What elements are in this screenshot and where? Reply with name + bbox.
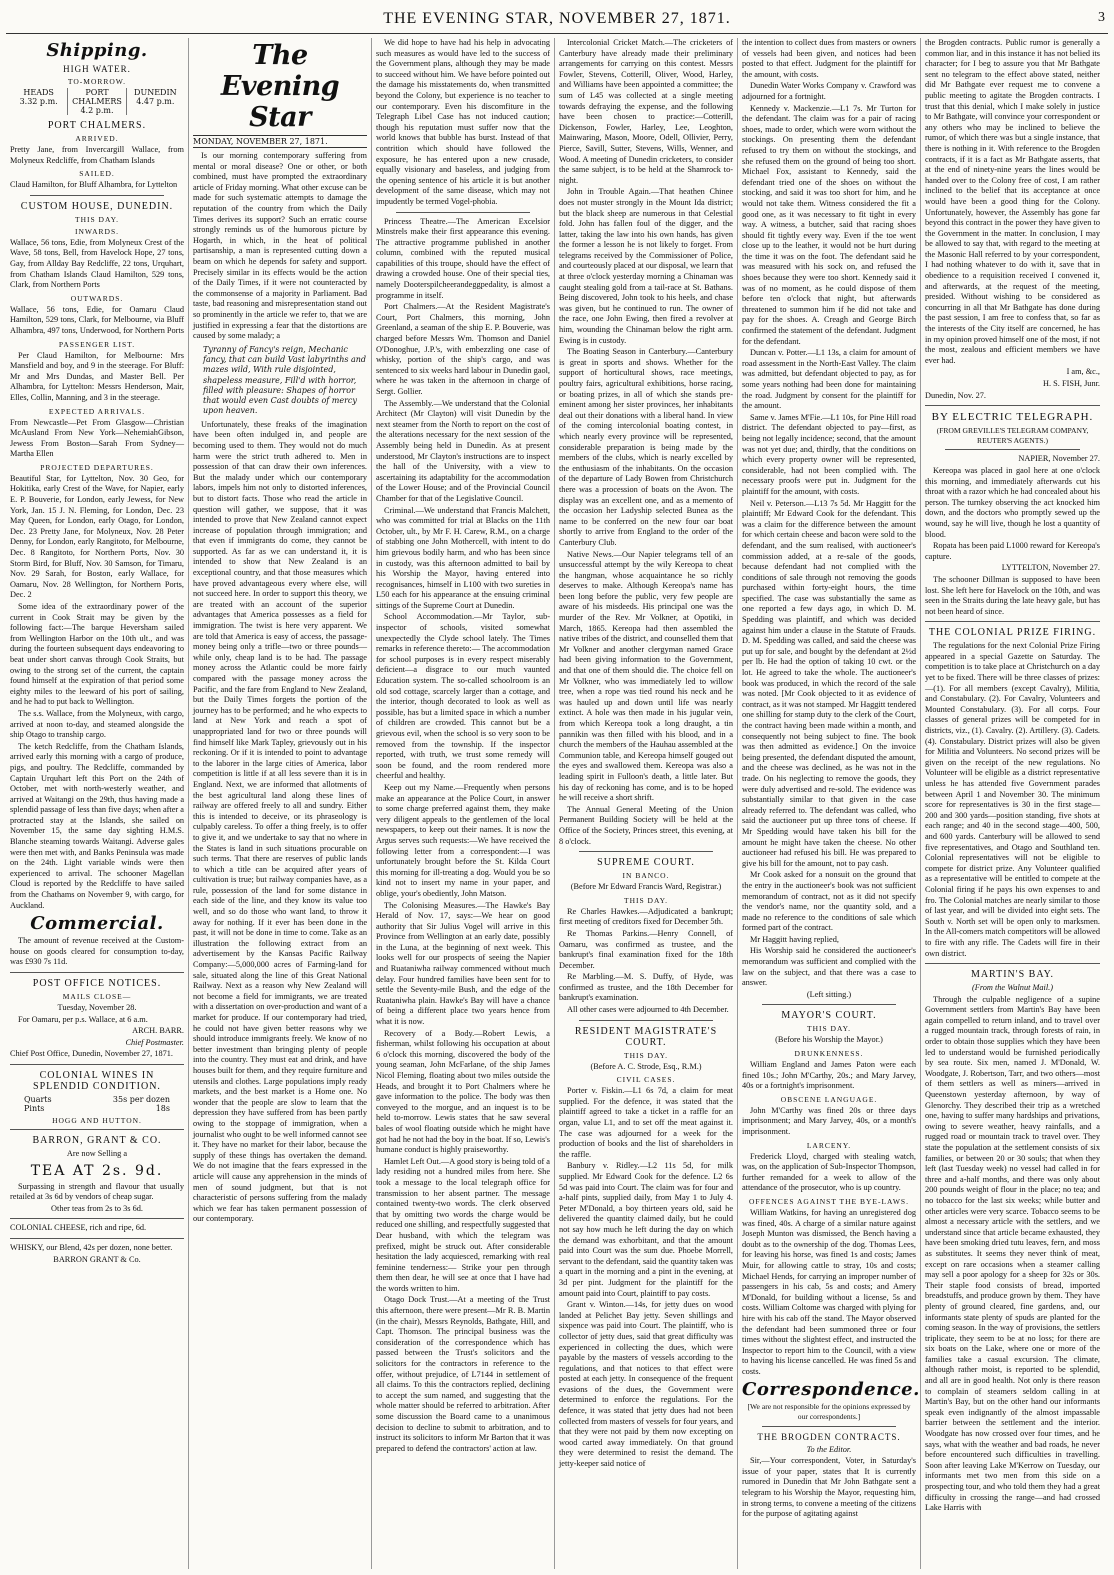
- are-now-text: Are now Selling a: [66, 1148, 128, 1158]
- telegraph-agents: (FROM GREVILLE'S TELEGRAM COMPANY, REUTER'S AGENTS.): [936, 426, 1089, 445]
- court-item: All other cases were adjourned to 4th December.: [567, 1005, 729, 1015]
- court-item: the intention to collect dues from masters or owners of vessels had been given, and notices had been posted to that effect. Judgment for the plaintiff for the amount, with costs.: [742, 38, 916, 79]
- tide-dn-time: 4.47 p.m.: [136, 97, 175, 106]
- quarts-row: [24, 1095, 170, 1104]
- news-item: Some idea of the extraordinary power of the current in Cook Strait may be given by the following fact:—The barque Heversham sailed from Wellington Harbor on the 10th ult., and was during the fourteen subsequent days endeavoring to beat under short canvas through Cook Straits, but owing to the strong set of the current, the captain found himself at the expiration of that period some eighty miles to the leeward of his port of sailing, and he had to put back to Wellington.: [10, 602, 184, 707]
- lyttelton-dateline: LYTTELTON, November 27.: [1001, 563, 1100, 573]
- walnut-mail-label: (From the Walnut Mail.): [972, 983, 1053, 993]
- editorial-paragraph: We did hope to have had his help in advocating such measures as would have led to the success of the Government plans, although they may be made to succeed without him. We have before pointed out the damage his misstatements do, when transmitted beyond the Colony, but experience is no teacher to our contemporary. Even his discomfiture in the Telegraph Libel Case has not induced caution; though his reputation must suffer now that the world knows that bubble has burst. Instead of that contrition which should have followed the exposure, he has entered upon a new crusade, equally visionary and baseless, and judging from the opening sentence of his article it is but another development of the same disease, which may not impudently be termed Vogel-phobia.: [376, 38, 550, 206]
- news-item: Princess Theatre.—The American Excelsior Minstrels make their first appearance this evening. The attractive programme published in another column, combined with the reputed musical capabilities of this troupe, should have the effect of drawing a crowded house. One of their special ties, namely Dooterspilcheerandeggpedality, is almost a programme in itself.: [376, 216, 550, 300]
- post-office-heading: POST OFFICE NOTICES.: [32, 978, 162, 989]
- this-day-label: THIS DAY.: [806, 1024, 851, 1034]
- tea-price: TEA AT 2s. 9d.: [30, 1162, 164, 1179]
- hogg-sign: HOGG AND HUTTON.: [52, 1115, 142, 1125]
- port-chalmers-heading: PORT CHALMERS.: [47, 120, 147, 131]
- news-item: Criminal.—We understand that Francis Malchett, who was committed for trial at Blacks on the 11th October, ult., by Mr F. H. Carew, R.M., on a charge of stabbing one John Mothercell, with intent to do him grievous bodily harm, and who has been since in custody, was this afternoon admitted to bail by his Worship the Mayor, having entered into recognisances, himself in L100 with two sureties in L50 each for his appearance at the ensuing criminal sittings of the Supreme Court at Dunedin.: [376, 505, 550, 610]
- court-item: William England and James Paton were each fined 10s.; John M'Carthy, 20s.; and Mary Jarvey, 40s or a fortnight's imprisonment.: [742, 1060, 916, 1091]
- court-item: Same v. James M'Fie.—L1 10s, for Pine Hill road district. The defendant objected to pay—first, as being not legally incidence; second, that the amount was not yet due; and, thirdly, that the conditions on which every property owner will be represented, considerable, had not been complied with. The necessary proofs were put in. Judgment for the plaintiff for the amount, with costs.: [742, 412, 916, 496]
- to-editor: To the Editor.: [806, 1444, 852, 1454]
- prize-firing-text: The regulations for the next Colonial Prize Firing appeared in a special Gazette on Saturday. The competition is to take place at Christchurch on a day yet to be fixed. There will be three classes of prizes:—(1). For all members (except Cavalry), Militia, and Constabulary. (2). For Cavalry, Volunteers and Mounted Constabulary. (3). For all corps. Four classes of general prizes will be competed for in districts, viz., (1). Cavalry. (2). Artillery. (3). Cadets. (4). Constabulary. District prizes will also be given for Militia and Volunteers. No second prizes will be given on the receipt of the new regulations. No Volunteer will be eligible as a district representative unless he has attended five Government parades between April 1 and November 30. The minimum score for representatives is 30 in the first stage—200 and 300 yards—position standing, five shots at each range; and 40 in the second stage—400, 500, and 600 yards. Canterbury will be allowed to send five representatives, and Otago and Southland ten. Colonial representatives will not be eligible to compete for district prize. Any Volunteer qualified as a representative will be entitled to compete at the Colonial firing if he pays his own expenses to and fro. The Colonial matches are nearly similar to those of last year, and will be divided into eight sets. The South v. North set will be open only to marksmen. In the All-comers match competitors will be allowed to fire with any rifle. The Cadets will fire in their own district.: [925, 641, 1100, 958]
- column-2: [189, 38, 372, 1569]
- court-item: Porter v. Fiskin.—L1 6s 7d, a claim for meat supplied. For the defence, it was stated that the plaintiff agreed to take a ticket in a raffle for an organ, value L1, and to set off the meat against it. The case was adjourned for a week for the production of books and the list of shareholders in the raffle.: [559, 1086, 733, 1159]
- tide-pc-time: 4.2 p.m.: [80, 106, 114, 115]
- shipping-heading: Shipping.: [46, 40, 148, 61]
- letter-sign-1: I am, &c.,: [1066, 367, 1100, 377]
- high-water-heading: HIGH WATER.: [63, 64, 131, 74]
- left-sitting: (Left sitting.): [806, 989, 852, 999]
- news-item: Hamlet Left Out.—A good story is being told of a lady residing not a hundred miles from here. She took a message to the local telegraph office for transmission to her absent partner. The message contained twenty-two words. The clerk observed that by omitting two words the charge would be reduced one shilling, and respectfully suggested that Dear husband, with which the telegram was prefixed, might be struck out. After considerable hesitation the lady acquiesced, remarking with real feminine tenderness:— Strike your pen through them then dear, he will see at once that I have had the words written to him.: [376, 1156, 550, 1293]
- obscene-label: OBSCENE LANGUAGE.: [780, 1094, 878, 1104]
- tide-heads-label: HEADS: [23, 88, 54, 97]
- editorial-poem: Tyranny of Fancy's reign, Mechanic fancy, that can build Vast labyrinths and mazes wild, With rule disjointed, shapeless measure, Fill'd with horror, filled with pleasure: Shapes of horror that would even Cast doubts of mercy upon heaven.: [203, 344, 367, 416]
- telegram-item: Ropata has been paid L1000 reward for Kereopa's capture.: [925, 541, 1100, 561]
- court-item: Re Thomas Parkins.—Henry Connell, of Oamaru, was confirmed as trustee, and the bankrupt's final examination fixed for the 18th December.: [559, 928, 733, 970]
- chief-postmaster: Chief Postmaster.: [125, 1037, 184, 1047]
- civil-cases-label: CIVIL CASES.: [616, 1075, 676, 1085]
- news-item: The Colonising Measures.—The Hawke's Bay Herald of Nov. 17, says:—We hear on good authority that Sir Julius Vogel will arrive in this Province from Wellington at an early date, possibly in the Luna, at the beginning of next week. This looks well for our prospects of seeing the Napier and Ruataniwha railway commenced without much delay. Four hundred families have been sent for to settle the Seventy-mile Bush, and the edge of the Ruataniwha plain. Hawke's Bay will have a chance of being a different place two years hence from what it is now.: [376, 900, 550, 1027]
- telegram-item: The schooner Dillman is supposed to have been lost. She left here for Havelock on the 10th, and was seen in the Straits during the late heavy gale, but has not been heard of since.: [925, 574, 1100, 616]
- news-item: The Boating Season in Canterbury.—Canterbury is great in sports and shows. Whether for the support of horticultural shows, race meetings, poultry fairs, agricultural exhibitions, horse racing, or boating prizes, in all of which she stands pre-eminent among her sister provinces, her inhabitants deal out their donations with a liberal hand. In view of the coming intercolonial boating contest, in which nearly every province will be represented, considerable preparation is being made by the members of the clubs, which is nearly excelled by the enthusiasm of the inhabitants. On the occasion of the departure of Lady Bowen from Christchurch there was a procession of boats on the Avon. The display was an excellent one, and as a memento of the occasion her Ladyship selected Bunea as the name to be conferred on the new four oar boat shortly to arrive from England to the order of the Canterbury Club.: [559, 347, 733, 547]
- news-item: John in Trouble Again.—That heathen Chinee does not muster strongly in the Mount Ida district; but the black sheep are numerous in that Celestial fold. John has fallen foul of the digger, and the latter, taking the law into his own hands, has given the former a lesson he is not likely to forget. From telegrams received by the Commissioner of Police, and courteously placed at our disposal, we learn that at three o'clock yesterday morning a Chinaman was caught stealing gold from a tail-race at St. Bathans. Being discovered, John took to his heels, and chase was given, but he continued to run. The owner of the race, one John Ewing, then fired a revolver at him, wounding the Chinaman below the right arm. Ewing is in custody.: [559, 187, 733, 345]
- projected-label: PROJECTED DEPARTURES.: [40, 462, 154, 472]
- mails-close-label: MAILS CLOSE—: [62, 992, 132, 1001]
- editorial-paragraph: Unfortunately, these freaks of the imagination have been often indulged in, and people are becoming used to them. They would not do much harm were the strict truth adhered to. Men in possession of that can draw their own inferences. But the malady under which our contemporary labors, impels him not only to distorted inferences, but to distort facts. Those who read the article in question will gather, we suppose, that it was intended to prove that New Zealand cannot expect increase of population through immigration; and that even if immigrants do come, they cannot be supported. As far as we can understand it, it is intended to show that New Zealand is an exceptional country, and that those measures which have proved advantageous every where else, will not succeed here. In order to support this theory, we are treated with an account of the superior advantages that America possesses as a field for immigration. The twist is here very apparent. We are told that America is easy of access, the passage-money being only a trifle—two or three pounds—while only, cheap land is to be had. The passage money across the Atlantic could be more fairly compared with the passage money across the Pacific, and the fare from England to New Zealand, but the Daily Times forgets the portion of the journey has to be performed; and he who expects to land at New York and reach a spot of unappropriated land for two or three pounds will find himself like Mark Tapley, grievously out in his reckoning. Or if it is intended to point to advantage to the laborer in the large cities of America, labor competition is little if at all less severe than it is in England. Next, we are informed that allotments of the best agricultural land along these lines of railway are offered freely to all and sundry. Either this is intended to deceive, or its phraseology is culpably careless. To offer a thing freely, is to offer to give it, and we undertake to say that no where in the States is land in such situations procurable on such terms. That there are reserves of public lands to which a title can be acquired after years of cultivation is true; but railway companies have, as a rule, possession of the land for some distance in each side of the line, and they know its value too well, and so do those who want land, to throw it away for nothing. If it ever has been done in the past, it will not be done in time to come. Take as an illustration the following extract from an advertisement by the Kansas Pacific Railway Company:—5,000,000 acres of Farming-land for sale, situated along the line of this Great National Railway. Next as a reason why New Zealand will not become a field for immigrants, we are treated with a dissertation on over-production and want of a market for produce. If our contemporary had tried, he could not have given better reasons why we should introduce immigrants freely. We know of no better investment than bringing plenty of people into the country. They must eat and drink, and have houses built for them, and they require furniture and utensils and clothes. Large populations imply ready markets, and the best market is a Home one. No wonder that the people are slow to learn that the depression they have suffered from has been partly owing to the stoppage of immigration, when a journalist who ought to be well informed cannot see it. They have no market for their labor, because the supply of these things has overtaken the demand. We do not imagine that the fears expressed in the article will cause any apprehension in the minds of men of sound judgment, but that is not characteristic of persons suffering from the malady which we fear has taken permanent possession of our contemporary.: [193, 419, 367, 1224]
- column-4: [555, 38, 738, 1569]
- tide-pc-label: PORT CHALMERS: [72, 88, 122, 106]
- editorial-dateline: [193, 135, 367, 148]
- outwards-text: Wallace, 56 tons, Edie, for Oamaru Claud Hamilton, 529 tons, Clark, for Melbourne, via Bluff Alhambra, 497 tons, Underwood, for Northern Ports: [10, 304, 184, 335]
- editorial-masthead: The Evening Star: [220, 40, 340, 133]
- barron-sign: BARRON GRANT & Co.: [53, 1254, 141, 1264]
- to-morrow-label: TO-MORROW.: [67, 77, 127, 86]
- news-item: Native News.—Our Napier telegrams tell of an unsuccessful attempt by the wily Kereopa to cheat the hangman, whose acquaintance he so richly deserves to make. Although Kereopa's name has been long before the public, very few people are aware of his misdeeds. His principal one was the murder of the Rev. Mr Volkner, at Opotiki, in March, 1865. Kereopa had then assembled the native tribes of the district, and counselled them that Mr Volkner and another clergyman named Grace had been giving information to the Government, and that one of them should die. The choice fell on Mr Volkner, who was immediately led to willow tree, when a rope was tied round his neck and he was hauled up and down until life was nearly extinct. A hole was then made in his jugular vein, from which Kereopa took a long draught, a tin pannikin was then filled with his blood, and in a church the members of the Hauhau assembled at the Communion table, and Kereopa himself gouged out the eyes and swallowed them. Kereopa was also a leading spirit in Fulloon's death, a little later. But his day of reckoning has come, and is to be hoped he will receive a short shrift.: [559, 549, 733, 803]
- court-item: Grant v. Winton.—14s, for jetty dues on wood landed at Pelichet Bay jetty. Seven shillings and sixpence was paid into Court. The plaintiff, who is collector of jetty dues, said that great difficulty was experienced in collecting the dues, which were payable by the masters of vessels according to the regulations, and that notices to that effect were posted at each jetty. In consequence of the frequent evasions of the dues, the Government were determined to enforce the regulations. For the defence, it was stated that jetty dues had not been collected from masters of vessels for four years, and that they were not paid by them now excepting on wood carted away immediately. On that ground they were determined to resist the demand. The jetty-keeper said notice of: [559, 1300, 733, 1469]
- arch-barr: ARCH. BARR.: [132, 1026, 184, 1036]
- news-item: Port Chalmers.—At the Resident Magistrate's Court, Port Chalmers, this morning, John Greenland, a seaman of the ship E. P. Bouverie, was charged before Messrs Wm. Thomson and Daniel O'Donoghue, J.P.'s, with embezzling one case of whisky, portion of the ship's cargo, and was sentenced to six weeks hard labour in Dunedin gaol, where he was taken in the afternoon in charge of Sergt. Gollier.: [376, 302, 550, 396]
- tide-heads-time: 3.32 p.m.: [19, 97, 58, 106]
- court-item: His Worship said he considered the auctioneer's memorandum was sufficient and complied with the law on the subject, and that there was a case to answer.: [742, 946, 916, 988]
- pints-row: [24, 1104, 170, 1113]
- commercial-heading: Commercial.: [30, 913, 164, 935]
- court-item: Re Marbling.—M. S. Duffy, of Hyde, was confirmed as trustee, and the 18th December for bankrupt's examination.: [559, 972, 733, 1003]
- masthead: [0, 10, 1114, 28]
- custom-house-heading: CUSTOM HOUSE, DUNEDIN.: [20, 200, 174, 212]
- page-number: 3: [1098, 10, 1106, 25]
- news-item: Intercolonial Cricket Match.—The cricketers of Canterbury have already made their preliminary arrangements for carrying on this contest. Messrs Fowler, Stevens, Cotterill, Oliver, Wood, Harley, and Williams have been appointed a committee; the sum of L45 was collected at a single meeting towards defraying the expense, and the following have been chosen to practice:—Cotterill, Dickenson, Fowler, Harley, Lee, Leoghton, Mainwaring, Mason, Moore, Odell, Ollivier, Perry, Pierce, Savill, Sutter, Stevens, Wills, Wenner, and Wood. A meeting of Dunedin cricketers, to consider the same subject, is to be held at the Shamrock to-night.: [559, 38, 733, 185]
- arrived-label: ARRIVED.: [75, 134, 119, 143]
- court-item: Kennedy v. Mackenzie.—L1 7s. Mr Turton for the defendant. The claim was for a pair of racing shoes, made to order, which were worn without the stockings. On presenting them the defendant refused to try them on without the stockings, and she refused them on the ground of being too short. Michael Fox, assistant to Kennedy, said the defendant tried one of the shoes on without the stocking, and said it was too short for him, and he would not take them. Witness considered the fit a good one, as it was necessary to fit tight in every way. A witness, a butcher, said that racing shoes should fit tightly every way. Even if the toe went close up to the leather, it would not be hurt during the time it was on the foot. The defendant said he was measured with his sock on, and refused the shoes because they were too short. Kennedy said it was of no moment, as he could dispose of them before ten o'clock that night, but afterwards threatened to summon him if he did not take and pay for the shoes. A. Creagh and George Birch confirmed the statement of the defendant. Judgment for the defendant.: [742, 103, 916, 346]
- pints-price: 18s: [155, 1103, 170, 1113]
- napier-dateline: NAPIER, November 27.: [1018, 454, 1100, 464]
- news-item: The s.s. Wallace, from the Molyneux, with cargo, arrived at noon to-day, and steamed alongside the ship Otago to tranship cargo.: [10, 708, 184, 740]
- correspondence-heading: Correspondence.: [742, 1379, 920, 1401]
- resident-magistrate-heading: RESIDENT MAGISTRATE'S COURT.: [574, 1025, 718, 1048]
- column-6: [921, 38, 1104, 1569]
- column-1: [6, 38, 189, 1569]
- court-item: Re Charles Hawkes.—Adjudicated a bankrupt; first meeting of creditors fixed for December 5th.: [559, 906, 733, 927]
- letter-sign-2: H. S. FISH, Junr.: [1043, 379, 1100, 388]
- cheese-ad: COLONIAL CHEESE, rich and ripe, 6d.: [10, 1223, 147, 1233]
- inwards-label: INWARDS.: [74, 226, 120, 236]
- inwards-text: Wallace, 56 tons, Edie, from Molyneux Crest of the Wave, 58 tons, Bell, from Havelock Hope, 27 tons, Gay, from Allday Bay Redcliffe, 22 tons, Urquhart, from Chatham Islands Claud Hamilton, 529 tons, Clark, from Northern Ports: [10, 237, 184, 290]
- mails-text: For Oamaru, per p.s. Wallace, at 6 a.m.: [18, 1014, 148, 1024]
- in-banco-label: IN BANCO.: [622, 871, 670, 881]
- before-mayor: (Before his Worship the Mayor.): [775, 1035, 883, 1045]
- columns: [6, 38, 1108, 1569]
- news-item: Keep out my Name.—Frequently when persons make an appearance at the Police Court, in answer to some charge preferred against them, they make very diligent appeals to the gentlemen of the local newspapers, to keep out their names. It is now the Argus serves such requests:—We have received the following letter from a correspondent:—I was unfortunately brought before the St. Kilda Court this morning for ill-treating a dog. Would you be so kind not to insert my name in your paper, and oblige, your's obediently, John Matson.: [376, 782, 550, 898]
- wines-ad-title: COLONIAL WINES IN SPLENDID CONDITION.: [33, 1069, 161, 1092]
- mayors-court-heading: MAYOR'S COURT.: [781, 1010, 877, 1022]
- larceny-label: LARCENY.: [806, 1140, 852, 1150]
- news-item: The ketch Redcliffe, from the Chatham Islands, arrived early this morning with a cargo of produce, pigs, and poultry. The Redcliffe, commanded by Captain Urquhart left this Port on the 24th of October, met with north-westerly weather, and arrived at Waitangi on the 29th, thus having made a splendid passage of less than five days; when after a protracted stay at the Islands, she sailed on November 15, the same day sighting H.M.S. Blanche steaming towards Waitangi. Adverse gales were then met with, and Banks Peninsula was made on the 24th. Light variable winds were then experienced to arrival. The schooner Magellan Cloud is reported by the Redcliffe to have sailed from the Chathams on November 9, with cargo, for Auckland.: [10, 741, 184, 910]
- po-sign: Chief Post Office, Dunedin, November 27, 1871.: [10, 1049, 173, 1059]
- this-day-label: THIS DAY.: [623, 895, 668, 905]
- letter-sign-3: Dunedin, Nov. 27.: [925, 390, 986, 400]
- supreme-court-heading: SUPREME COURT.: [597, 857, 695, 869]
- court-item: Mr Haggitt having replied,: [750, 934, 839, 944]
- sailed-text: Claud Hamilton, for Bluff Alhambra, for Lyttelton: [10, 180, 178, 190]
- barron-ad-title: BARRON, GRANT & CO.: [32, 1134, 162, 1146]
- court-item: Mr Cook asked for a nonsuit on the ground that the entry in the auctioneer's book was not sufficient memorandum of contract, not as it did not specify the vendor's name, nor the quantity sold, and a made no reference to the conditions of sale which formed part of the contract.: [742, 870, 916, 933]
- court-item: William Watkins, for having an unregistered dog was fined, 40s. A charge of a similar nature against Joseph Munton was dismissed, the Bench having a doubt as to the ownership of the dog. Thomas Lees, for leaving his horse, was fined 1s and costs; James Muir, for allowing cattle to stray, 10s and costs; Michael Hends, for carrying an improper number of passengers in his cab, 5s and costs; and Amery M'Donald, for building without a license, 5s and costs. William Coltome was charged with plying for hire with his cab off the stand. The Mayor observed the defendant had been summoned three or four times without the slightest effect, and instructed the Inspector to report him to the Council, with a view to having his license cancelled. He was fined 5s and costs.: [742, 1207, 916, 1376]
- news-item: The Annual General Meeting of the Union Permanent Building Society will be held at the Office of the Society, Princes street, this evening, at 8 o'clock.: [559, 804, 733, 846]
- quarts-price: 35s per dozen: [112, 1094, 170, 1104]
- news-item: School Accommodation.—Mr Taylor, sub-inspector of schools, visited somewhat unexpectedly the Clyde school lately. The Times remarks in reference thereto:— The accommodation for school purposes is in every respect miserably deficient—a disgrace to our much vaunted Education system. The so-called schoolroom is an old sod cottage, scarcely larger than a cottage, and the interior, though decorated to look as well as possible, has but a limited space in which a number of children are crowded. This cannot but be a grievous evil, when the school is so very soon to be removed from the township. If the inspector reported, with truth, we trust some remedy will soon be found, and the room rendered more cheerful and healthy.: [376, 612, 550, 781]
- passenger-list-label: PASSENGER LIST.: [58, 339, 136, 349]
- mails-date: Tuesday, November 28.: [57, 1003, 137, 1012]
- news-item: Recovery of a Body.—Robert Lewis, a fisherman, whilst following his occupation at about 6 o'clock this morning, discovered the body of the young seaman, John McFarlane, of the ship James Nicol Fleming, floating about two miles outside the Heads, and brought it to Port Chalmers where he gave information to the police. The body was then conveyed to the morgue, and an inquest is to be held to-morrow. Lewis states that he saw several bales of wool floating outside which he might have got had he not had the boy in the boat. If so, Lewis's humane conduct is highly praiseworthy.: [376, 1028, 550, 1155]
- projected-text: Beautiful Star, for Lyttelton, Nov. 30 Geo, for Hokitika, early Crest of the Wave, for Napier, early E. P. Bouverie, for London, early Jewess, for New York, Jan. 15 J. N. Fleming, for London, Dec. 23 May Queen, for London, early Otago, for London, Dec. 23 Pretty Jane, for Molyneux, Nov. 28 Peter Denny, for London, early Rangitoto, for Melbourne, Dec. 8 Rangitoto, for Northern Ports, Nov. 30 Storm Bird, for Bluff, Nov. 30 Samson, for Timaru, Nov. 29 Sarah, for Boston, early Wallace, for Oamaru, Nov. 28 Wellington, for Northern Ports, Dec. 2: [10, 473, 184, 600]
- news-item: The Assembly.—We understand that the Colonial Architect (Mr Clayton) will visit Dunedin by the next steamer from the North to report on the cost of the alterations necessary for the next session of the Assembly being held in Dunedin. As at present understood, Mr Clayton's instructions are to inspect the hall of the University, with a view to ascertaining its adaptability for the accommodation of the Lower House; and of the Provincial Council Chamber for that of the Legislative Council.: [376, 398, 550, 503]
- commercial-text: The amount of revenue received at the Custom-house on goods cleared for consumption to-day, was £930 7s 11d.: [10, 936, 184, 967]
- court-item: Frederick Lloyd, charged with stealing watch, was, on the application of Sub-Inspector Thompson, further remanded for a week to allow of the attendance of the prosecutor, who is up country.: [742, 1151, 916, 1193]
- prize-firing-heading: THE COLONIAL PRIZE FIRING.: [928, 627, 1097, 639]
- telegraph-heading: BY ELECTRIC TELEGRAPH.: [931, 411, 1094, 424]
- masthead-rule: [6, 33, 1108, 34]
- letter-text: the Brogden contracts. Public rumor is generally a common liar, and in this instance it has not belied its character; for I beg to assure you that Mr Bathgate sent no telegram to the effect above stated, neither did Mr Bathgate ever request me to convene a public meeting to agitate the Brogden contracts. I trust that this denial, which I make solely in justice to Mr Bathgate, will convince your correspondent or any others who may be inclined to believe the rumor, of which there was but a single instance, that there is nothing in it. With reference to the Brogden contracts, if it is a fact as Mr Bathgate asserts, that at the end of ninety-nine years the lines would be handed over to the Colony free of cost, I am rather inclined to the belief that its acceptance at once would have been a good thing for the Colony. Unfortunately, however, the Assembly has gone far beyond this contract in the power they have given to the Government in the matter. In conclusion, I may be allowed to say that, with regard to the meeting at the Masonic Hall referred to by your correspondent, I had nothing whatever to do with it, save that in obedience to a requisition received I convened it, and afterwards, at the request of the meeting, presided. Without wishing to be considered as concurring in all that Mr Bathgate has done during the past session, I am free to confess that, so far as the interests of the City itself are concerned, he has in my opinion proved himself one of the most, if not the most, zealous and efficient members we have ever had.: [925, 38, 1100, 365]
- martins-bay-text: Through the culpable negligence of a supine Government settlers from Martin's Bay have been again compelled to return inland, and to travel over a rugged mountain track, through forests of rain, in order to obtain those supplies which they have been led to understand would be furnished periodically by sea route. Six men, named J. M'Donald, W. Woodgate, J. Robertson, Tarr, and two others—most of them settlers as well as miners—arrived in Queenstown yesterday afternoon, by way of Glenorchy. They described their trip as a wretched one, having to suffer many hardships and privations, owing to severe weather, heavy rainfalls, and a rugged road or mountain track to travel over. They state the population at the settlement consists of six families, or between 20 or 30 souls; that when they left (last Tuesday week) no vessel had called in for three and a-half months, and there was only about 200 pounds weight of flour in the place; no tea; and no tobacco for the last six weeks; while butter and other articles were very scarce. Tobacco seems to be almost a necessary article with the settlers, and we understand since that article became exhausted, they have been smoking dried tutu leaves, fern, and moss as substitutes. It seems they never think of meat, except on rare occasions when a steamer calling may sell a poor apology for a sheep for 32s or 30s. Their staple food consists of bread, imported breadstuffs, and produce grown by them. They have plenty of ground cleared, fine gardens, and, our informants state plenty of spuds are planted for the coming season. In the way of provisions, the settlers triplicate, they seem to be at no loss; for there are six boats on the Lake, where one or more of the families take a casual excursion. The climate, although rather moist, is reported to be splendid, and all are in good health. Not only is there reason to complain of steamers seldom calling in at Martin's Bay, but on the other hand our informants speak even indignantly of the almost impassable barrier between the settlement and the interior. Woodgate has now crossed over four times, and he says, what with the weather and bad roads, he never before encountered such difficulties in travelling. Soon after leaving Lake M'Kerrow on Tuesday, our informants met two men from this side on a prospecting tour, and who told them they had a great difficulty in crossing the range—and had crossed Lake Harris with: [925, 994, 1100, 1513]
- letter-text: Sir,—Your correspondent, Voter, in Saturday's issue of your paper, states that It is currently rumored in Dunedin that Mr John Bathgate sent a telegram to his Worship the Mayor, requesting him, in strong terms, to convene a meeting of the citizens for the purpose of agitating against: [742, 1456, 916, 1519]
- correspondence-note: [We are not responsible for the opinions expressed by our correspondents.]: [747, 1402, 911, 1422]
- martins-bay-heading: MARTIN'S BAY.: [970, 969, 1055, 981]
- quarts-label: Quarts: [24, 1094, 52, 1104]
- whisky-ad: WHISKY, our Blend, 42s per dozen, none better.: [10, 1242, 173, 1252]
- expected-label: EXPECTED ARRIVALS.: [48, 406, 146, 416]
- this-day-label: THIS DAY.: [623, 1050, 668, 1060]
- court-item: Dunedin Water Works Company v. Crawford was adjourned for a fortnight.: [742, 81, 916, 101]
- before-magistrate: (Before A. C. Strode, Esq., R.M.): [590, 1061, 702, 1071]
- sailed-label: SAILED.: [79, 169, 115, 179]
- court-item: Banbury v. Ridley.—L2 11s 5d, for milk supplied. Mr Edward Cook for the defence. L2 6s 5d was paid into Court. The claim was for four and a-half pints, supplied daily, from May 1 to July 4. Peter M'Donald, a boy thirteen years old, said he delivered the quantity claimed daily, but he could not say how much he left during the day on which the demand was exhorbitant, and that the amount paid into Court was the sum due. Phoebe Morrell, servant to the defendant, said the quantity taken was a quart in the morning and a pint in the evening, at 3d per pint. Judgment for the plaintiff for the amount paid into Court, plaintiff to pay costs.: [559, 1161, 733, 1298]
- masthead-title: THE EVENING STAR, NOVEMBER 27, 1871.: [383, 10, 731, 27]
- offences-label: OFFENCES AGAINST THE BYE-LAWS.: [749, 1196, 909, 1206]
- pints-label: Pints: [24, 1103, 45, 1113]
- outwards-label: OUTWARDS.: [70, 293, 124, 303]
- telegram-item: Kereopa was placed in gaol here at one o'clock this morning, and immediately afterwards cut his throat with a razor which he had concealed about his person. The turnkey observing the act knocked him down, and the doctors who promptly sewed up the wound, say he will live, though he lost a quantity of blood.: [925, 465, 1100, 539]
- brogden-heading: THE BROGDEN CONTRACTS.: [757, 1431, 901, 1442]
- court-item: Neil v. Peterson.—L13 7s 5d. Mr Haggitt for the plaintiff; Mr Edward Cook for the defendant. This was a claim for the difference between the amount for which certain cheese and bacon were sold to the defendant, and the sum realised, with auctioneer's commission added, at a re-sale of the goods, because defendant had not complied with the conditions of sale through not removing the goods purchased within forty-eight hours, the time specified. The case was substantially the same as one reported a few days ago, in which D. M. Spedding was plaintiff, and which was decided against him under a clause in the Statute of Frauds. D. M. Spedding was called, and said the cheese was put up for sale, and bought by the defendant at 2½d per lb. He had the option of taking 10 cwt. or the lot. He agreed to take the whole. The auctioneer's book was produced, in which the record of the sale was noted. [Mr Cook objected to it as evidence of contract, as it was not stamped. Mr Haggitt tendered one shilling for stamp duty to the clerk of the Court, the contract having been made within a month, and consequently not being subject to fine. The book was then admitted as evidence.] On the invoice being presented, the defendant disputed the amount, and the cheese was declined, as he was not in the trade. On his neglecting to remove the goods, they were duly advertised and re-sold. The evidence was substantially similar to that given in the case already referred to. The defendant was called, who said the auctioneer put up three tons of cheese. If Mr Spedding would have taken his bill for the amount he might have taken the cheese. No other auctioneer had refused his bill. He was prepared to give his bill for the amount, not to pay cash.: [742, 498, 916, 868]
- editorial-date: MONDAY, NOVEMBER 27, 1871.: [193, 137, 328, 146]
- expected-text: From Newcastle—Pet From Glasgow—Christian McAusland From New York—NehemiahGibson, Jewess From Boston—Sarah From Sydney—Martha Ellen: [10, 417, 184, 459]
- court-item: John M'Carthy was fined 20s or three days imprisonment; and Mary Jarvey, 40s, or a month's imprisonment.: [742, 1105, 916, 1136]
- tide-dn-label: DUNEDIN: [134, 88, 177, 97]
- arrived-text: Pretty Jane, from Invercargill Wallace, from Molyneux Redcliffe, from Chatham Islands: [10, 145, 184, 165]
- this-day-label: THIS DAY.: [74, 214, 119, 224]
- tea-text: Surpassing in strength and flavour that usually retailed at 3s 6d by vendors of cheap sugar.: [10, 1181, 184, 1202]
- news-item: Otago Dock Trust.—At a meeting of the Trust this afternoon, there were present—Mr R. B. Martin (in the chair), Messrs Reynolds, Bathgate, Hill, and Capt. Thomson. The principal business was the consideration of the correspondence which has passed between the Trust's solicitors and the solicitors for the contractors in reference to the offer, without prejudice, of L7144 in settlement of all claims. To this the contractors replied, declining to accept the sum named, and suggesting that the whole matter should be referred to arbitration. After some discussion the Board came to a unanimous decision to decline to submit to arbitration, and to instruct its solicitors to inform Mr Barton that it was prepared to defend the contractors' action at law.: [376, 1295, 550, 1453]
- passenger-text: Per Claud Hamilton, for Melbourne: Mrs Mansfield and boy, and 9 in the steerage. For Bluff: Mr and Mrs Dundas, and Master Bell. Per Alhambra, for Lyttelton: Messrs Henderson, Mair, Elles, Collin, Manning, and 3 in the steerage.: [10, 350, 184, 402]
- drunkenness-label: DRUNKENNESS.: [794, 1049, 864, 1059]
- tide-table: [10, 88, 184, 115]
- editorial-paragraph: Is our morning contemporary suffering from mental or moral disease? One or other, or both combined, must have prompted the extraordinary article of Friday morning. What other excuse can be made for such systematic attempts to damage the reputation of the country from which the Daily Times derives its support? Such an erratic course strongly reminds us of the humorous picture by Hogarth, in which, in the heat of political partisanship, a man is represented cutting down a beam on which he depends for safety and support. Precisely similar in its effects would be the action of the Daily Times, if it were not counteracted by the commonsense of a majority in Parliament. Bad taste, bad reasoning and misrepresentation stand out so prominently in the article we refer to, that we are justified in expressing a fear that the distortions are caused by some malady; a: [193, 151, 367, 341]
- before-registrar: (Before Mr Edward Francis Ward, Registrar.): [570, 882, 722, 892]
- court-item: Duncan v. Potter.—L1 13s, a claim for amount of road assessment in the North-East Valley. The claim was admitted, but defendant objected to pay, as for some years nothing had been done for maintaining the road. Judgment by consent for the plaintiff for the amount.: [742, 348, 916, 411]
- other-teas-text: Other teas from 2s to 3s 6d.: [51, 1203, 143, 1213]
- column-3: [372, 38, 555, 1569]
- column-5: [738, 38, 921, 1569]
